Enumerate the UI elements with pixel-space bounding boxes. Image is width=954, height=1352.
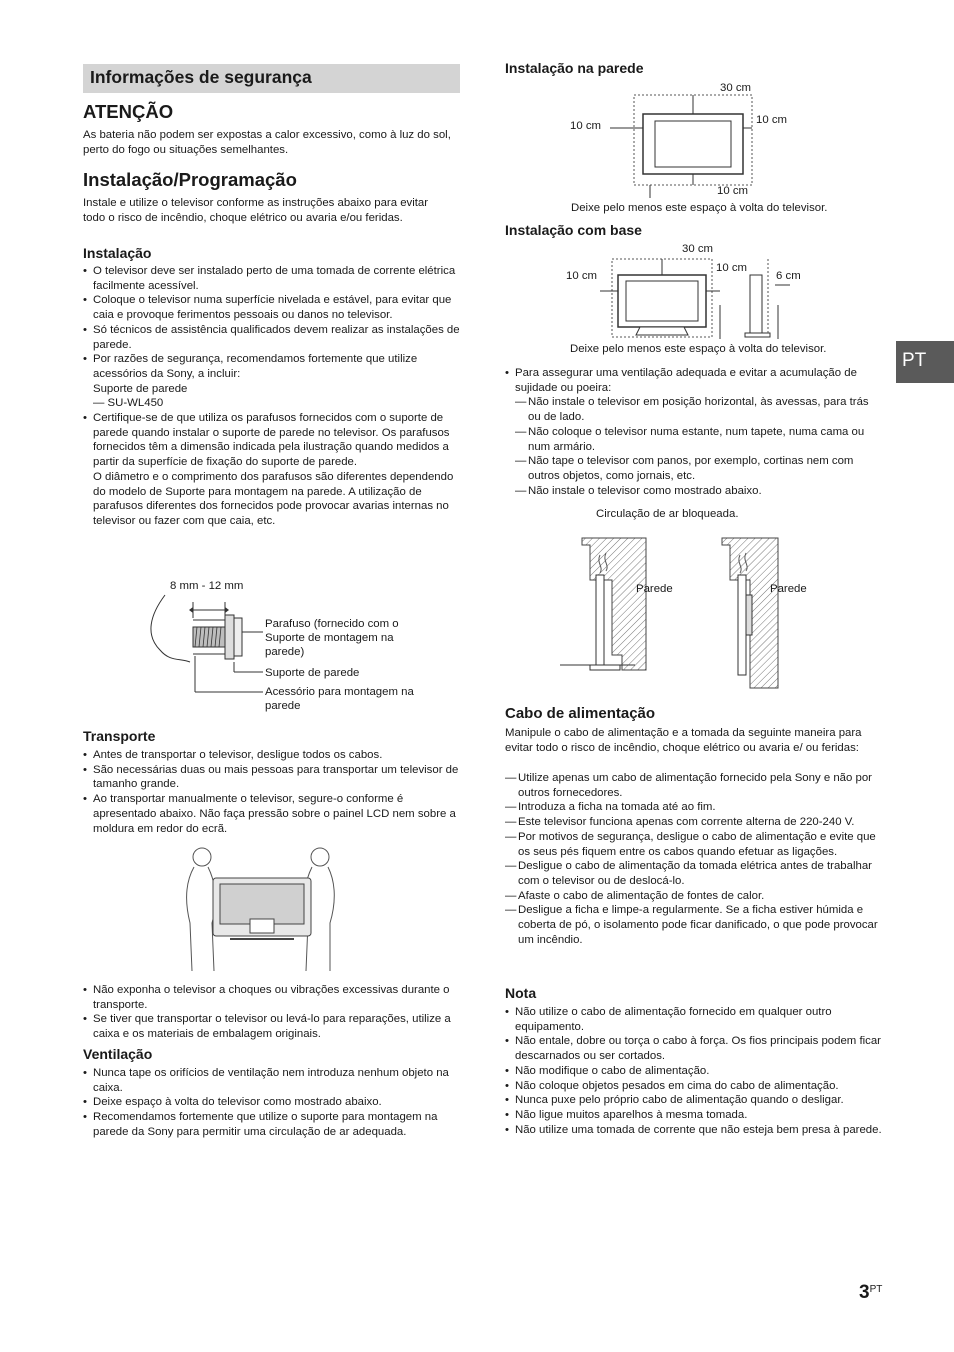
list-item: • Ao transportar manualmente o televisor, segure-o conforme é apresentado abaixo. Não faça pressão sobre o painel LCD nem sobre a moldura em redor do ecrã.	[83, 792, 461, 836]
ventilacao-dash-list	[515, 395, 883, 498]
screw-label: Parafuso (fornecido com o Suporte de montagem na parede)	[265, 618, 399, 658]
ventilacao-list	[83, 1066, 461, 1140]
parede-right-gap: 10 cm	[756, 114, 788, 126]
base-top-gap: 30 cm	[682, 243, 714, 255]
cabo-intro: Manipule o cabo de alimentação e a tomada da seguinte maneira para evitar todo o risco de incêndio, choque elétrico ou avaria e/ ou feridas:	[505, 727, 862, 754]
list-item: — Desligue a ficha e limpe-a regularmente. Se a ficha estiver húmida e coberta de pó, o isolamento pode ficar danificado, o que pode provocar um incêndio.	[505, 903, 883, 947]
list-item: • Não utilize uma tomada de corrente que não esteja bem presa à parede.	[505, 1123, 883, 1138]
transporte-list	[83, 748, 461, 836]
parede-left-gap: 10 cm	[570, 120, 602, 132]
ventilacao-heading: Ventilação	[83, 1046, 153, 1062]
cabo-heading: Cabo de alimentação	[505, 705, 656, 722]
accessory-name: Suporte de parede	[93, 382, 188, 395]
list-item: • Não entale, dobre ou torça o cabo à força. Os fios principais podem ficar descarnados ou ser cortados.	[505, 1034, 883, 1063]
language-tab-label: PT	[902, 350, 927, 371]
parede-caption: Deixe pelo menos este espaço à volta do televisor.	[571, 202, 828, 214]
page-number-value: 3	[859, 1282, 870, 1303]
accessory-label: Acessório para montagem na parede	[265, 686, 414, 712]
instalacao-heading: Instalação	[83, 245, 152, 261]
stand-install-diagram	[600, 255, 810, 340]
list-item: • Coloque o televisor numa superfície nivelada e estável, para evitar que caia e provoque ferimentos pessoais ou danos no televisor.	[83, 293, 461, 322]
screw-illustration	[145, 590, 270, 710]
list-item: • Nunca puxe pelo próprio cabo de alimentação quando o desligar.	[505, 1093, 883, 1108]
list-item: • Certifique-se de que utiliza os parafusos fornecidos com o suporte de parede quando instalar o suporte de parede no televisor. Os parafusos fornecidos têm a dimensão indicada pela ilustração quando medidos a partir da superfície de fixação do suporte de parede. O diâmetro e o comprimento dos parafusos são diferentes dependendo do modelo de Suporte para montagem na parede. A utilização de parafusos diferentes dos fornecidos pode provocar avarias internas no televisor ou fazer com que caia, etc.	[83, 411, 461, 529]
list-item: — Desligue o cabo de alimentação da tomada elétrica antes de trabalhar com o televisor ou de deslocá-lo.	[505, 859, 883, 888]
list-item: • Só técnicos de assistência qualificados devem realizar as instalações de parede.	[83, 323, 461, 352]
list-item: • O televisor deve ser instalado perto de uma tomada de corrente elétrica facilmente acessível.	[83, 264, 461, 293]
list-item: — Não coloque o televisor numa estante, num tapete, numa cama ou num armário.	[515, 425, 883, 454]
list-item: • Recomendamos fortemente que utilize o suporte para montagem na parede da Sony para permitir uma circulação de ar adequada.	[83, 1110, 461, 1139]
instalacao-programacao-heading: Instalação/Programação	[83, 169, 297, 190]
instalacao-programacao-text: Instale e utilize o televisor conforme as instruções abaixo para evitar todo o risco de incêndio, choque elétrico ou avaria e/ou feridas.	[83, 197, 429, 224]
list-item: • Se tiver que transportar o televisor ou levá-lo para reparações, utilize a caixa e os materiais de embalagem originais.	[83, 1012, 461, 1041]
list-item: • Por razões de segurança, recomendamos fortemente que utilize acessórios da Sony, a incluir: Suporte de parede — SU-WL450	[83, 352, 461, 411]
list-item: — Utilize apenas um cabo de alimentação fornecido pela Sony e não por outros fornecedores.	[505, 771, 883, 800]
section-title: Informações de segurança	[90, 67, 312, 87]
list-item: — Não tape o televisor com panos, por exemplo, cortinas nem com outros objetos, como jornais, etc.	[515, 454, 883, 483]
list-item: — Afaste o cabo de alimentação de fontes de calor.	[505, 889, 883, 904]
list-item: • Não modifique o cabo de alimentação.	[505, 1064, 883, 1079]
blocked-caption: Circulação de ar bloqueada.	[596, 508, 739, 520]
list-item: • Não exponha o televisor a choques ou vibrações excessivas durante o transporte.	[83, 983, 461, 1012]
page-number	[859, 1282, 882, 1304]
instalacao-list	[83, 264, 461, 529]
nota-list	[505, 1005, 883, 1137]
screw-dimension: 8 mm - 12 mm	[170, 580, 244, 592]
list-item: — Por motivos de segurança, desligue o cabo de alimentação e evite que os seus pés fiquem entre os cabos quando efetuar as ligações.	[505, 830, 883, 859]
accessory-model: — SU-WL450	[93, 397, 164, 410]
parede-heading: Instalação na parede	[505, 60, 644, 76]
bracket-label: Suporte de parede	[265, 667, 360, 679]
list-item: • São necessárias duas ou mais pessoas para transportar um televisor de tamanho grande.	[83, 763, 461, 792]
list-item: — Este televisor funciona apenas com corrente alterna de 220-240 V.	[505, 815, 883, 830]
list-item: • Não utilize o cabo de alimentação fornecido em qualquer outro equipamento.	[505, 1005, 883, 1034]
list-item: • Não coloque objetos pesados em cima do cabo de alimentação.	[505, 1079, 883, 1094]
carrying-tv-illustration	[180, 843, 340, 973]
base-heading: Instalação com base	[505, 222, 642, 238]
list-item: • Não ligue muitos aparelhos à mesma tomada.	[505, 1108, 883, 1123]
cabo-list	[505, 771, 883, 947]
base-side-gap: 6 cm	[776, 270, 801, 282]
list-item: • Antes de transportar o televisor, desligue todos os cabos.	[83, 748, 461, 763]
wall-label-2: Parede	[770, 583, 807, 595]
list-item: — Não instale o televisor em posição horizontal, às avessas, para trás ou de lado.	[515, 395, 883, 424]
wall-label-1: Parede	[636, 583, 673, 595]
nota-heading: Nota	[505, 985, 537, 1001]
list-item: • Deixe espaço à volta do televisor como mostrado abaixo.	[83, 1095, 461, 1110]
screw-note: O diâmetro e o comprimento dos parafusos são diferentes dependendo do modelo de Suporte para montagem na parede. A utilização de parafusos diferentes dos fornecidos pode provocar avarias internas no televisor ou fazer com que caia, etc.	[93, 470, 454, 527]
atencao-heading: ATENÇÃO	[83, 101, 174, 122]
list-item: • Para assegurar uma ventilação adequada e evitar a acumulação de sujidade ou poeira: — Não instale o televisor em posição horizontal, às avessas, para trás ou de lado. — Não coloque o televisor numa estante, num tapete, numa cama ou num armário. — Não tape o televisor com panos, por exemplo, cortinas nem com outros objetos, como jornais, etc. — Não instale o televisor como mostrado abaixo.	[505, 366, 883, 498]
list-item: — Introduza a ficha na tomada até ao fim.	[505, 800, 883, 815]
parede-bottom-gap: 10 cm	[717, 185, 749, 197]
atencao-text: As bateria não podem ser expostas a calor excessivo, como à luz do sol, perto do fogo ou situações semelhantes.	[83, 129, 451, 156]
page-number-suffix: PT	[869, 1284, 883, 1295]
ventilacao-2-list	[505, 366, 883, 498]
base-left-gap: 10 cm	[566, 270, 598, 282]
list-item: — Não instale o televisor como mostrado abaixo.	[515, 484, 883, 499]
transporte-heading: Transporte	[83, 728, 156, 744]
list-item: • Nunca tape os orifícios de ventilação nem introduza nenhum objeto na caixa.	[83, 1066, 461, 1095]
transporte-list-2	[83, 983, 461, 1042]
base-caption: Deixe pelo menos este espaço à volta do televisor.	[570, 343, 827, 355]
parede-top-gap: 30 cm	[720, 82, 752, 94]
language-tab	[896, 341, 954, 383]
blocked-airflow-diagram	[560, 535, 785, 695]
base-right-gap: 10 cm	[716, 262, 748, 274]
section-header	[83, 64, 460, 93]
